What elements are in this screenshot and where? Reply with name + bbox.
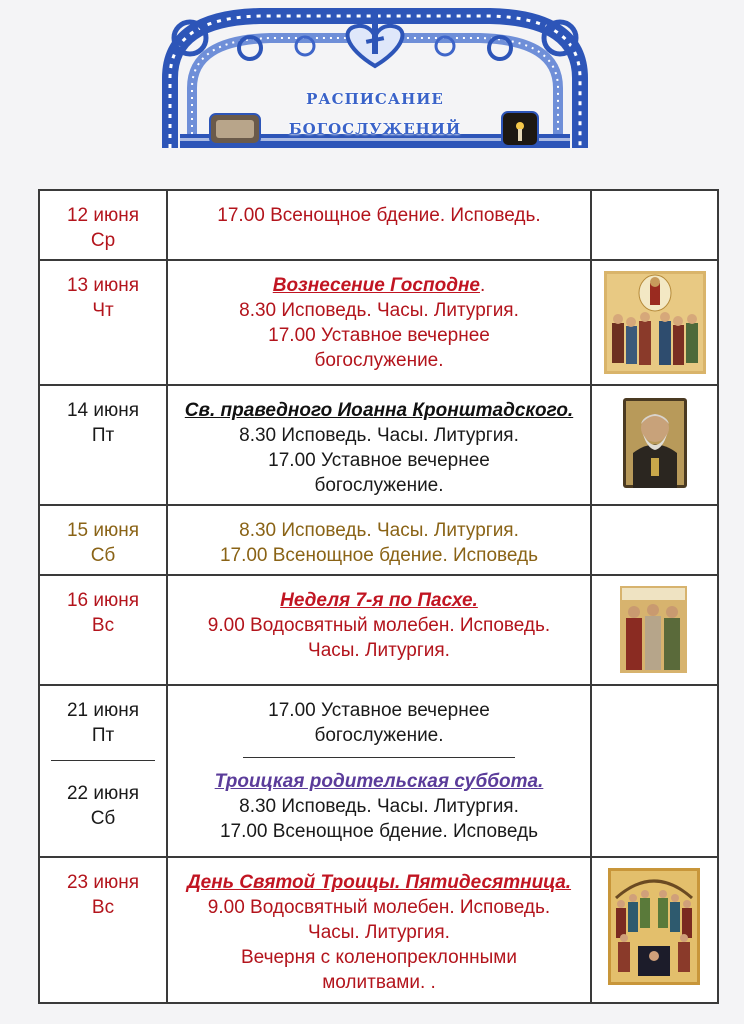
date-label: 14 июня bbox=[66, 400, 140, 421]
date-cell bbox=[39, 685, 167, 857]
day-label: Сб bbox=[90, 808, 116, 829]
service-line: 8.30 Исповедь. Часы. Литургия. bbox=[239, 520, 519, 541]
service-line: 9.00 Водосвятный молебен. Исповедь. bbox=[207, 897, 551, 918]
service-cell bbox=[167, 685, 591, 857]
table-row bbox=[39, 575, 718, 685]
date-label: 12 июня bbox=[66, 205, 140, 226]
service-line: богослужение. bbox=[314, 725, 444, 746]
date-cell bbox=[39, 385, 167, 505]
service-line: 8.30 Исповедь. Часы. Литургия. bbox=[239, 425, 519, 446]
icon-cell bbox=[591, 385, 718, 505]
service-line: молитвами. . bbox=[322, 972, 436, 993]
date-label: 16 июня bbox=[66, 590, 140, 611]
feast-title-suffix: . bbox=[479, 275, 486, 296]
date-label: 21 июня bbox=[66, 700, 140, 721]
date-label: 22 июня bbox=[66, 783, 140, 804]
date-cell bbox=[39, 857, 167, 1003]
service-line: Часы. Литургия. bbox=[308, 640, 450, 661]
pentecost-icon bbox=[608, 868, 700, 985]
feast-title: Неделя 7-я по Пасхе. bbox=[280, 590, 478, 611]
feast-title: Св. праведного Иоанна Кронштадского. bbox=[184, 400, 574, 421]
header-title-line2: богослужений bbox=[288, 114, 462, 139]
icon-cell bbox=[591, 857, 718, 1003]
service-line: 17.00 Уставное вечернее bbox=[268, 450, 490, 471]
service-line: 17.00 Всенощное бдение. Исповедь. bbox=[217, 205, 541, 226]
date-label: 13 июня bbox=[66, 275, 140, 296]
icon-cell bbox=[591, 575, 718, 685]
service-line: 9.00 Водосвятный молебен. Исповедь. bbox=[207, 615, 551, 636]
date-cell bbox=[39, 260, 167, 385]
feast-title: Вознесение Господне bbox=[272, 275, 480, 296]
table-row bbox=[39, 857, 718, 1003]
service-cell bbox=[167, 575, 591, 685]
icon-cell bbox=[591, 260, 718, 385]
service-divider bbox=[243, 757, 515, 758]
date-cell bbox=[39, 190, 167, 260]
day-label: Чт bbox=[92, 300, 114, 321]
table-row bbox=[39, 685, 718, 857]
header-title-line1: расписание bbox=[306, 84, 444, 109]
day-label: Вс bbox=[91, 897, 115, 918]
table-row bbox=[39, 260, 718, 385]
service-cell bbox=[167, 385, 591, 505]
service-line: 8.30 Исповедь. Часы. Литургия. bbox=[239, 300, 519, 321]
day-label: Вс bbox=[91, 615, 115, 636]
table-row bbox=[39, 385, 718, 505]
date-label: 15 июня bbox=[66, 520, 140, 541]
header-title bbox=[150, 82, 600, 142]
date-cell bbox=[39, 575, 167, 685]
feast-title-line bbox=[168, 273, 590, 298]
service-cell bbox=[167, 505, 591, 575]
service-cell bbox=[167, 190, 591, 260]
table-row bbox=[39, 505, 718, 575]
icon-cell bbox=[591, 505, 718, 575]
service-line: 17.00 Всенощное бдение. Исповедь bbox=[219, 545, 539, 566]
john-of-kronstadt-icon bbox=[623, 398, 687, 488]
day-label: Сб bbox=[90, 545, 116, 566]
day-label: Ср bbox=[90, 230, 116, 251]
service-line: Часы. Литургия. bbox=[308, 922, 450, 943]
ascension-icon bbox=[604, 271, 706, 374]
service-line: богослужение. bbox=[314, 475, 444, 496]
holy-fathers-icon bbox=[620, 586, 687, 673]
service-line: Вечерня с коленопреклонными bbox=[240, 947, 517, 968]
service-line: 17.00 Уставное вечернее bbox=[268, 325, 490, 346]
feast-title: Троицкая родительская суббота. bbox=[214, 771, 544, 792]
service-cell bbox=[167, 260, 591, 385]
schedule-table bbox=[38, 189, 719, 1004]
day-label: Пт bbox=[91, 425, 115, 446]
day-label: Пт bbox=[91, 725, 115, 746]
date-divider bbox=[51, 760, 155, 761]
service-line: 8.30 Исповедь. Часы. Литургия. bbox=[239, 796, 519, 817]
service-line: 17.00 Уставное вечернее bbox=[268, 700, 490, 721]
service-line: богослужение. bbox=[314, 350, 444, 371]
feast-title: День Святой Троицы. Пятидесятница. bbox=[186, 872, 572, 893]
icon-cell bbox=[591, 685, 718, 857]
schedule-header bbox=[150, 8, 600, 160]
table-row bbox=[39, 190, 718, 260]
date-label: 23 июня bbox=[66, 872, 140, 893]
service-line: 17.00 Всенощное бдение. Исповедь bbox=[219, 821, 539, 842]
date-cell bbox=[39, 505, 167, 575]
icon-cell bbox=[591, 190, 718, 260]
service-cell bbox=[167, 857, 591, 1003]
